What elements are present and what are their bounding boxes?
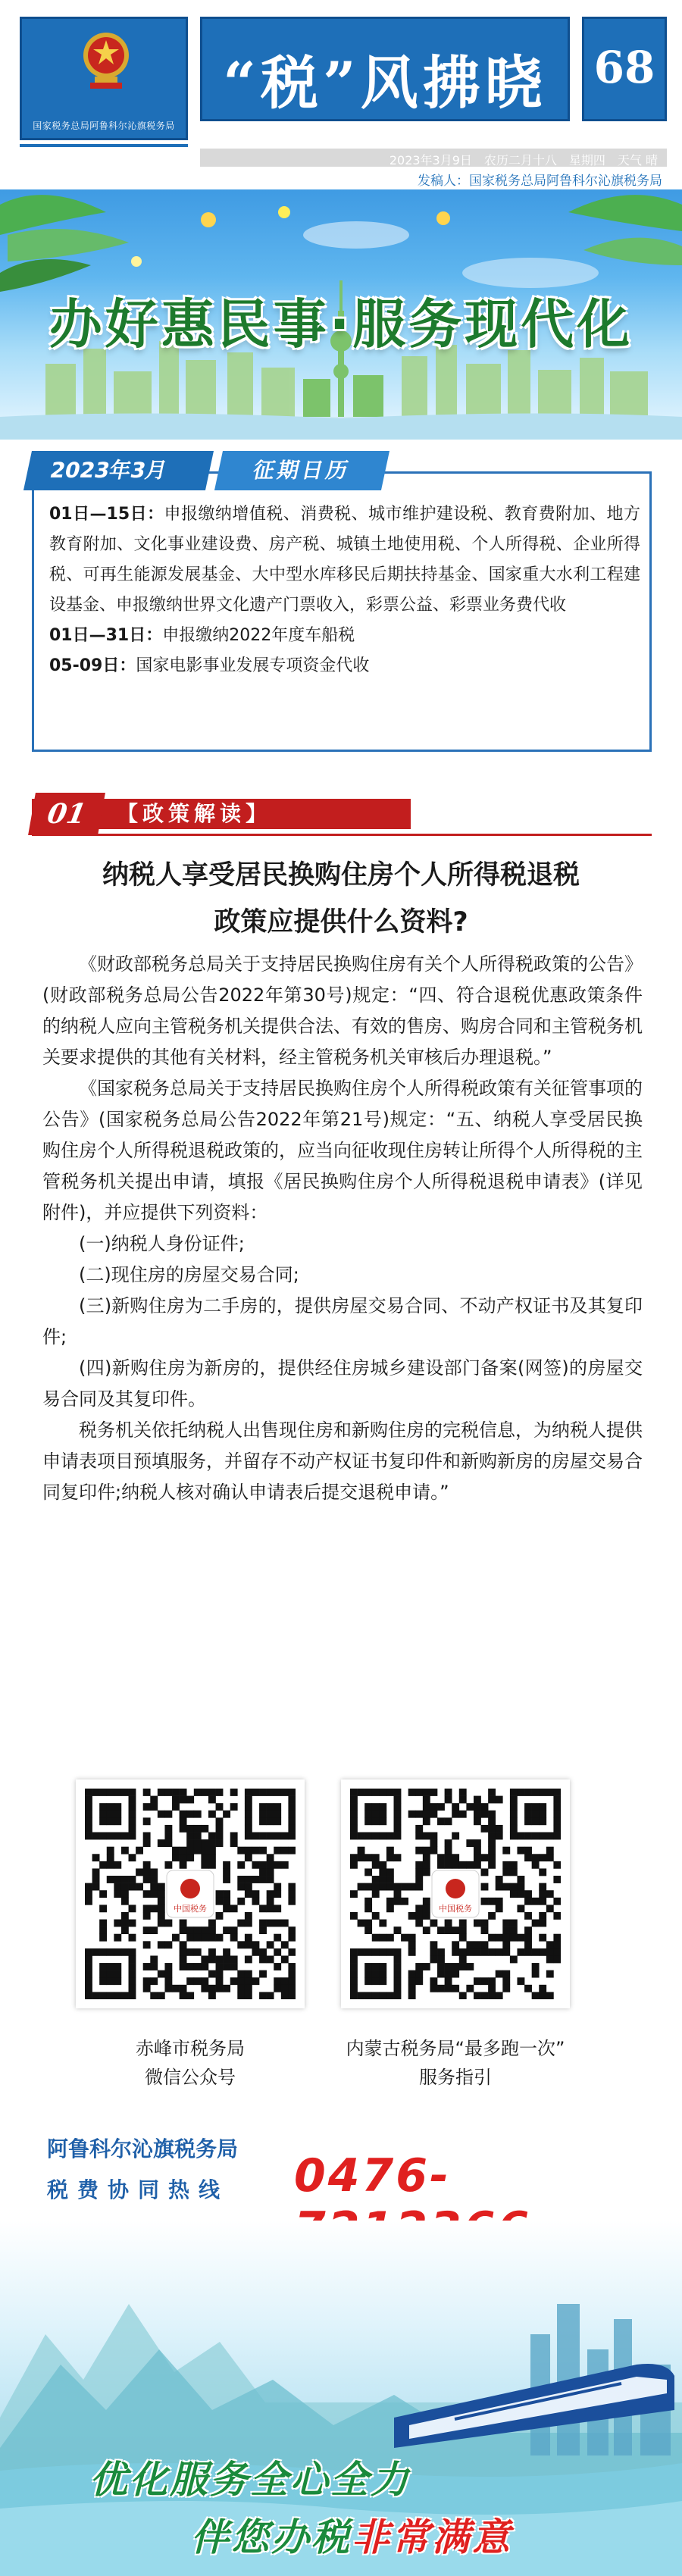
article-title-line: 政策应提供什么资料? (214, 907, 468, 937)
footer-slogan: 优化服务全心全力 (89, 2458, 411, 2502)
org-name-small: 国家税务总局阿鲁科尔沁旗税务局 (33, 121, 175, 131)
calendar-item (49, 499, 640, 621)
hotline-number[interactable]: 0476- (294, 2149, 451, 2202)
newspaper-header (0, 0, 682, 189)
article-paragraph: (二)现住房的房屋交易合同; (79, 1264, 299, 1285)
calendar-item-text: 申报缴纳增值税、消费税、城市维护建设税、教育费附加、地方教育附加、文化事业建设费、房产税、城镇土地使用税、个人所得税、企业所得税、可再生能源发展基金、大中型水库移民后期扶持基金、国家重大水利工程建设基金、申报缴纳世界文化遗产门票收入，彩票公益、彩票业务费代收 (49, 505, 640, 615)
calendar-label: 征期日历 (214, 451, 389, 490)
calendar-item-range: 01日—15日： (49, 505, 164, 524)
publisher-line: 发稿人：国家税务总局阿鲁科尔沁旗税务局 (418, 174, 662, 189)
calendar-month: 2023年3月 (23, 451, 214, 490)
section-rule (32, 834, 652, 836)
calendar-item-range: 01日—31日： (49, 626, 163, 645)
date-line: 2023年3月9日 农历二月十八 星期四 天气 晴 (389, 153, 658, 167)
qr-caption (330, 2034, 580, 2092)
calendar-item-range: 05-09日： (49, 656, 136, 675)
qr-code-icon (85, 1789, 296, 1999)
calendar-item-text: 申报缴纳2022年度车船税 (162, 626, 355, 645)
article-paragraph: (四)新购住房为新房的，提供经住房城乡建设部门备案(网签)的房屋交易合同及其复印件。 (42, 1357, 643, 1410)
qr-caption (65, 2034, 315, 2092)
hotline-label: 税费协同热线 (47, 2177, 230, 2202)
article-paragraph: 《财政部税务总局关于支持居民换购住房有关个人所得税政策的公告》(财政部税务总局公告2022年第30号)规定：“四、符合退税优惠政策条件的纳税人应向主管税务机关提供合法、有效的售房、购房合同和主管税务机关要求提供的其他有关材料，经主管税务机关审核后办理退税。” (42, 953, 643, 1068)
meta-strip (200, 149, 667, 167)
footer-slogan (191, 2507, 512, 2562)
hotline-org: 阿鲁科尔沁旗税务局 (47, 2136, 239, 2161)
calendar-item (49, 651, 640, 681)
hero-title: 办好惠民事·服务现代化 (48, 293, 634, 355)
article-title-line: 纳税人享受居民换购住房个人所得税退税 (102, 860, 580, 890)
qr-center-logo-icon (167, 1870, 214, 1917)
footer-slogan-green: 伴您办税 (191, 2515, 352, 2559)
hero-banner (0, 189, 682, 440)
qr-code-wechat[interactable] (76, 1779, 305, 2008)
qr-caption-line: 内蒙古税务局“最多跑一次” (346, 2038, 565, 2059)
footer-slogan-red: 非常满意 (352, 2515, 512, 2559)
qr-code-icon (350, 1789, 561, 1999)
qr-caption-line: 服务指引 (419, 2067, 492, 2088)
tax-calendar (32, 458, 652, 752)
qr-center-logo-icon (432, 1870, 479, 1917)
article-paragraph: 《国家税务总局关于支持居民换购住房个人所得税政策有关征管事项的公告》(国家税务总局公告2022年第21号)规定：“五、纳税人享受居民换购住房个人所得税退税政策的，应当向征收现住房转让所得个人所得税的主管税务机关提出申请，填报《居民换购住房个人所得税退税申请表》(详见附件)，并应提供下列资料： (42, 1078, 643, 1223)
article-paragraph: (一)纳税人身份证件; (79, 1233, 245, 1254)
paper-title-banner (200, 17, 570, 121)
article-paragraph: (三)新购住房为二手房的，提供房屋交易合同、不动产权证书及其复印件; (42, 1295, 643, 1347)
issue-number: 68 (593, 42, 655, 93)
qr-caption-line: 赤峰市税务局 (136, 2038, 245, 2059)
paper-title: “税”风拂晓 (223, 49, 547, 117)
calendar-item-text: 国家电影事业发展专项资金代收 (136, 656, 370, 675)
qr-code-service-guide[interactable] (341, 1779, 570, 2008)
qr-center-text: 中国税务 (439, 1904, 472, 1914)
article-body (42, 949, 643, 1508)
calendar-tab (32, 451, 388, 490)
footer-banner (0, 2221, 682, 2576)
tax-emblem-icon (78, 30, 134, 92)
section-banner (32, 793, 652, 835)
header-rule (20, 144, 188, 147)
issue-box (582, 17, 667, 121)
section-title: 【政策解读】 (117, 801, 272, 826)
article-paragraph: 税务机关依托纳税人出售现住房和新购住房的完税信息，为纳税人提供申请表项目预填服务，并留存不动产权证书复印件和新购新房的房屋交易合同复印件;纳税人核对确认申请表后提交退税申请。” (42, 1419, 643, 1503)
calendar-item (49, 621, 640, 651)
calendar-items (49, 499, 640, 681)
qr-center-text: 中国税务 (174, 1904, 207, 1914)
section-number: 01 (28, 793, 105, 835)
article-title (30, 852, 652, 946)
qr-caption-line: 微信公众号 (145, 2067, 236, 2088)
emblem-box (20, 17, 188, 140)
